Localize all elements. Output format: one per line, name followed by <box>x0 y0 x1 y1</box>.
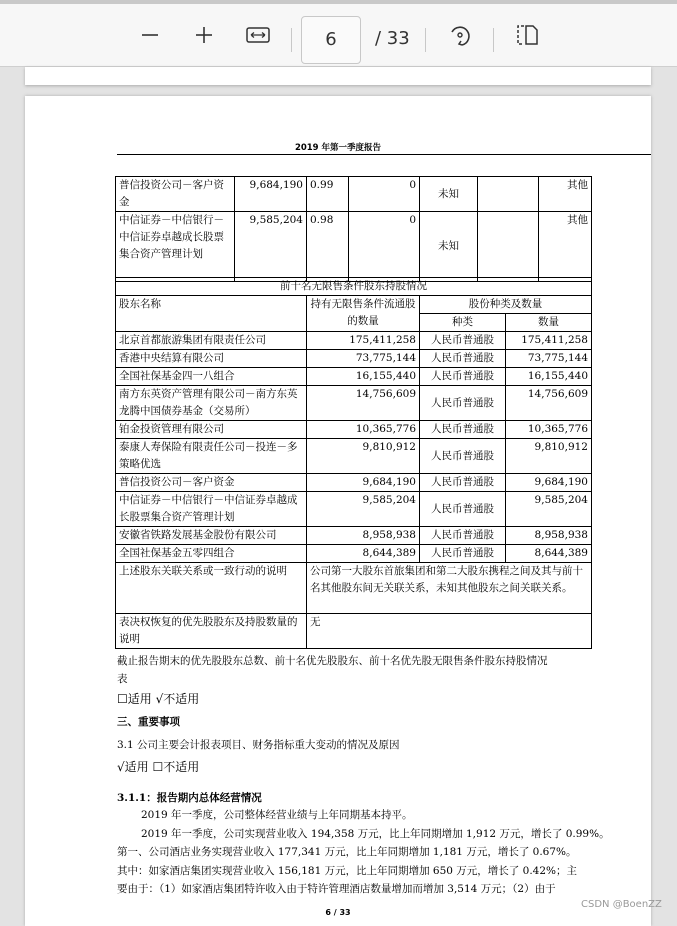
shares: 9,684,190 <box>307 474 420 492</box>
shares: 10,365,776 <box>307 421 420 439</box>
share-type: 人民币普通股 <box>420 439 506 474</box>
shares: 9,684,190 <box>235 177 307 212</box>
quantity: 16,155,440 <box>506 368 592 386</box>
table-row <box>116 177 592 212</box>
share-type: 人民币普通股 <box>420 368 506 386</box>
previous-page <box>25 67 651 85</box>
quantity: 9,810,912 <box>506 439 592 474</box>
holder-name: 铂金投资管理有限公司 <box>116 421 307 439</box>
col-header-group: 股份种类及数量 <box>420 296 592 314</box>
subsection-heading: 3.1 公司主要会计报表项目、财务指标重大变动的情况及原因 <box>117 739 400 751</box>
quantity: 10,365,776 <box>506 421 592 439</box>
top-shareholder-table <box>115 176 592 282</box>
relation-text: 公司第一大股东首旅集团和第二大股东携程之间及其与前十名其他股东间无关联关系，未知其他股东之间关联关系。 <box>307 563 592 614</box>
table-row <box>116 421 592 439</box>
zoom-out-icon <box>141 26 159 44</box>
holder-name: 普信投资公司－客户资金 <box>116 177 235 212</box>
holder-name: 安徽省铁路发展基金股份有限公司 <box>116 527 307 545</box>
rotate-button[interactable] <box>446 4 474 66</box>
preferred-text: 无 <box>307 614 592 649</box>
body-line: 2019 年一季度，公司整体经营业绩与上年同期基本持平。 <box>141 809 413 821</box>
share-type: 人民币普通股 <box>420 527 506 545</box>
pdf-toolbar <box>0 0 677 67</box>
table-row <box>116 474 592 492</box>
fit-width-button[interactable] <box>245 4 271 66</box>
col-header-shares: 持有无限售条件流通股的数量 <box>307 296 420 332</box>
page-footer: 6 / 33 <box>325 908 351 917</box>
col-header-name: 股东名称 <box>116 296 307 332</box>
holder-name: 中信证券－中信银行－中信证券卓越成长股票集合资产管理计划 <box>116 492 307 527</box>
restricted: 0 <box>349 212 420 282</box>
paragraph: 截止报告期末的优先股股东总数、前十名优先股股东、前十名优先股无限售条件股东持股情况 <box>117 655 548 667</box>
table-row <box>116 212 592 282</box>
quantity: 9,585,204 <box>506 492 592 527</box>
table-row <box>116 386 592 421</box>
shares: 8,958,938 <box>307 527 420 545</box>
shares: 9,810,912 <box>307 439 420 474</box>
table-row <box>116 350 592 368</box>
pdf-page <box>25 96 651 926</box>
body-line: 第一、公司酒店业务实现营业收入 177,341 万元，比上年同期增加 1,181 万元，增长了 0.67%。 <box>117 846 577 858</box>
shares: 73,775,144 <box>307 350 420 368</box>
watermark: CSDN @BoenZZ <box>581 899 662 910</box>
restricted: 0 <box>349 177 420 212</box>
page-header: 2019 年第一季度报告 <box>294 143 382 153</box>
table-row <box>116 368 592 386</box>
pledge-status: 未知 <box>420 177 478 212</box>
body-line: 要由于：（1）如家酒店集团特许收入由于特许管理酒店数量增加而增加 3,514 万元；（2）由于 <box>117 883 556 895</box>
paragraph: 表 <box>117 673 128 685</box>
pledge-status: 未知 <box>420 212 478 282</box>
share-type: 人民币普通股 <box>420 350 506 368</box>
zoom-in-icon <box>195 26 213 44</box>
holder-name: 全国社保基金四一八组合 <box>116 368 307 386</box>
quantity: 8,958,938 <box>506 527 592 545</box>
table-row <box>116 439 592 474</box>
pledge-num <box>478 212 539 282</box>
share-type: 人民币普通股 <box>420 474 506 492</box>
section-heading: 三、重要事项 <box>117 716 180 728</box>
zoom-in-button[interactable] <box>192 4 216 66</box>
page-number-input[interactable]: 6 <box>301 16 361 64</box>
two-page-icon <box>514 24 540 46</box>
table-row <box>116 332 592 350</box>
zoom-out-button[interactable] <box>138 4 162 66</box>
holder-name: 全国社保基金五零四组合 <box>116 545 307 563</box>
table-row <box>116 492 592 527</box>
preferred-label: 表决权恢复的优先股股东及持股数量的说明 <box>116 614 307 649</box>
holder-name: 泰康人寿保险有限责任公司－投连－多策略优选 <box>116 439 307 474</box>
table-row <box>116 545 592 563</box>
fit-width-icon <box>246 26 270 44</box>
nature: 其他 <box>539 177 592 212</box>
nature: 其他 <box>539 212 592 282</box>
relation-label: 上述股东关联关系或一致行动的说明 <box>116 563 307 614</box>
holder-name: 香港中央结算有限公司 <box>116 350 307 368</box>
body-line: 其中：如家酒店集团实现营业收入 156,181 万元，比上年同期增加 650 万元，增长了 0.42%；主 <box>117 865 578 877</box>
holder-name: 中信证券－中信银行－中信证券卓越成长股票集合资产管理计划 <box>116 212 235 282</box>
holder-name: 普信投资公司－客户资金 <box>116 474 307 492</box>
header-rule <box>117 154 651 155</box>
quantity: 8,644,389 <box>506 545 592 563</box>
rotate-icon <box>447 22 473 48</box>
unrestricted-shareholder-table <box>115 277 592 649</box>
shares: 9,585,204 <box>235 212 307 282</box>
applicability-check: √适用 ☐不适用 <box>117 760 200 774</box>
table-row <box>116 527 592 545</box>
pledge-num <box>478 177 539 212</box>
body-line: 2019 年一季度，公司实现营业收入 194,358 万元，比上年同期增加 1,912 万元，增长了 0.99%。 <box>141 828 610 840</box>
quantity: 73,775,144 <box>506 350 592 368</box>
col-header-type: 种类 <box>420 314 506 332</box>
quantity: 14,756,609 <box>506 386 592 421</box>
col-header-qty: 数量 <box>506 314 592 332</box>
subsection-heading: 3.1.1：报告期内总体经营情况 <box>117 792 262 804</box>
shares: 9,585,204 <box>307 492 420 527</box>
share-type: 人民币普通股 <box>420 421 506 439</box>
shares: 14,756,609 <box>307 386 420 421</box>
quantity: 175,411,258 <box>506 332 592 350</box>
page-total: / 33 <box>375 28 410 49</box>
section-title: 前十名无限售条件股东持股情况 <box>116 278 592 296</box>
shares: 175,411,258 <box>307 332 420 350</box>
quantity: 9,684,190 <box>506 474 592 492</box>
two-page-button[interactable] <box>513 4 541 66</box>
holder-name: 北京首都旅游集团有限责任公司 <box>116 332 307 350</box>
shares: 8,644,389 <box>307 545 420 563</box>
holder-name: 南方东英资产管理有限公司－南方东英龙腾中国债券基金（交易所） <box>116 386 307 421</box>
percent: 0.98 <box>307 212 349 282</box>
share-type: 人民币普通股 <box>420 492 506 527</box>
share-type: 人民币普通股 <box>420 332 506 350</box>
applicability-check: ☐适用 √不适用 <box>117 692 200 706</box>
share-type: 人民币普通股 <box>420 386 506 421</box>
percent: 0.99 <box>307 177 349 212</box>
shares: 16,155,440 <box>307 368 420 386</box>
share-type: 人民币普通股 <box>420 545 506 563</box>
